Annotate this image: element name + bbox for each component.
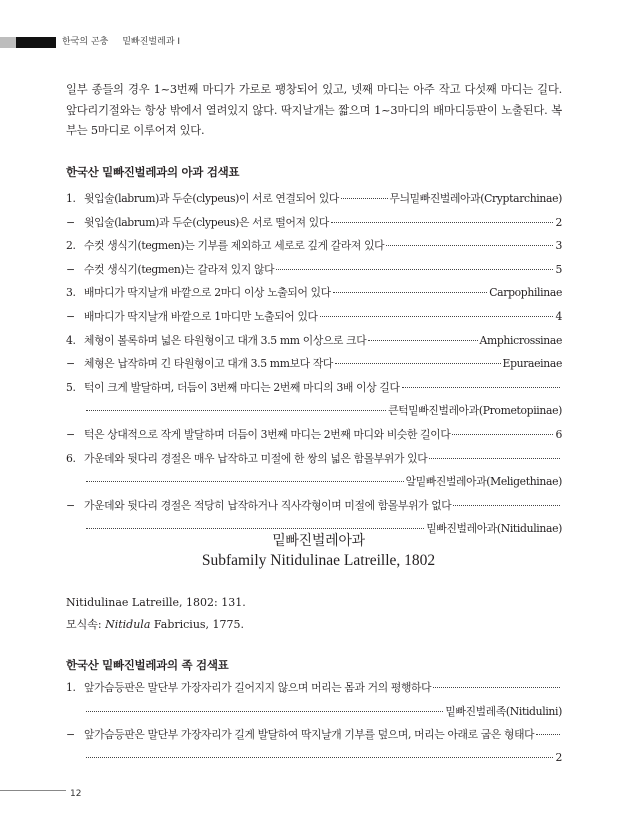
key-couplet-number: − (66, 427, 75, 441)
footer-rule (0, 790, 66, 791)
key-row (66, 309, 562, 333)
key-statement: 윗입술(labrum)과 두순(clypeus)은 서로 떨어져 있다 (84, 215, 329, 229)
key-statement: 앞가슴등판은 말단부 가장자리가 길게 발달하여 딱지날개 기부를 덮으며, 머리는 아래로 굽은 형태다 (84, 728, 535, 742)
key-statement: 가운데와 뒷다리 경절은 매우 납작하고 미절에 한 쌍의 넓은 함몰부위가 있다 (84, 451, 428, 465)
key-row (66, 427, 562, 451)
key-statement: 체형은 납작하며 긴 타원형이고 대개 3.5 mm보다 작다 (84, 357, 333, 371)
key-couplet-number: − (66, 262, 75, 276)
key-row (66, 238, 562, 262)
key-row (66, 727, 562, 751)
type-genus-author: Fabricius, 1775. (150, 618, 245, 631)
key-result: 밑빠진벌레족(Nitidulini) (445, 704, 562, 718)
key-couplet-number: 1. (66, 681, 76, 694)
key-result: 3 (555, 239, 562, 253)
key-statement: 앞가슴등판은 말단부 가장자리가 길어지지 않으며 머리는 몸과 거의 평행하다 (84, 681, 432, 694)
key-dot-leader (341, 198, 388, 199)
key-dot-leader (453, 505, 560, 506)
key-dot-leader (331, 222, 554, 223)
key-dot-leader (536, 734, 560, 735)
key-row (66, 285, 562, 309)
key-couplet-number: − (66, 498, 75, 512)
key-result: 6 (555, 427, 562, 441)
key-result: 밑빠진벌레아과(Nitidulinae) (426, 522, 562, 536)
key-dot-leader (86, 481, 404, 482)
key-result: Amphicrossinae (479, 333, 562, 347)
key-row (66, 751, 562, 775)
key-dot-leader (386, 245, 553, 246)
key-couplet-number: 6. (66, 451, 76, 465)
key-statement: 배마디가 딱지날개 바깥으로 2마디 이상 노출되어 있다 (84, 286, 331, 300)
key-dot-leader (429, 458, 560, 459)
intro-paragraph: 일부 종들의 경우 1~3번째 마디가 가로로 팽창되어 있고, 넷째 마디는 아주 작고 다섯째 마디는 길다. 앞다리기절와는 항상 밖에서 열려있지 않다. 딱지날개는 짧으며 1~3마디의 배마디등판이 노출된다. 복부는 5마디로 이루어져 있다. (66, 83, 562, 137)
key-couplet-number: − (66, 215, 75, 229)
chapter-title: 밑빠진벌레과 I (122, 37, 181, 47)
key-dot-leader (433, 687, 560, 688)
key-row (66, 380, 562, 404)
key-couplet-number: − (66, 309, 75, 323)
subfamily-key (66, 191, 562, 545)
key-result: 4 (555, 309, 562, 323)
key-statement: 윗입술(labrum)과 두순(clypeus)이 서로 연결되어 있다 (84, 192, 339, 205)
key-result: Epuraeinae (502, 357, 562, 371)
key-statement: 가운데와 뒷다리 경절은 적당히 납작하거나 직사각형이며 미절에 함몰부위가 없다 (84, 498, 452, 512)
page-number: 12 (70, 789, 82, 799)
key-row (66, 474, 562, 498)
key-statement: 체형이 볼록하며 넓은 타원형이고 대개 3.5 mm 이상으로 크다 (84, 333, 367, 347)
key-row (66, 704, 562, 728)
key-result: 2 (555, 215, 562, 229)
key-couplet-number: 1. (66, 192, 76, 205)
tribe-key-heading: 한국산 밑빠진벌레과의 족 검색표 (66, 658, 229, 672)
key-row (66, 680, 562, 704)
key-row (66, 403, 562, 427)
section-title-korean: 밑빠진벌레아과 (272, 533, 365, 549)
section-title-english: Subfamily Nitidulinae Latreille, 1802 (201, 552, 436, 569)
header-black-bar (16, 37, 56, 48)
key-dot-leader (368, 340, 477, 341)
key-dot-leader (86, 410, 386, 411)
subfamily-key-heading: 한국산 밑빠진벌레과의 아과 검색표 (66, 165, 240, 179)
key-dot-leader (86, 757, 553, 758)
tribe-key (66, 680, 562, 774)
key-statement: 턱은 상대적으로 작게 발달하며 더듬이 3번째 마디는 2번째 마디와 비슷한 길이다 (84, 427, 451, 441)
key-couplet-number: − (66, 357, 75, 371)
key-result: 큰턱밑빠진벌레아과(Prometopiinae) (388, 404, 562, 418)
key-row (66, 333, 562, 357)
key-dot-leader (276, 269, 553, 270)
key-dot-leader (333, 292, 488, 293)
key-dot-leader (402, 387, 560, 388)
type-genus-name: Nitidula (105, 618, 151, 631)
key-dot-leader (86, 711, 443, 712)
key-dot-leader (335, 363, 501, 364)
key-row (66, 451, 562, 475)
book-title: 한국의 곤충 (62, 37, 109, 47)
key-statement: 수컷 생식기(tegmen)는 기부를 제외하고 세로로 깊게 갈라져 있다 (84, 239, 385, 253)
key-statement: 배마디가 딱지날개 바깥으로 1마디만 노출되어 있다 (84, 309, 318, 323)
key-row (66, 262, 562, 286)
running-header (62, 36, 180, 49)
key-result: 무늬밑빠진벌레아과(Cryptarchinae) (389, 192, 562, 205)
key-row (66, 191, 562, 215)
key-result: Carpophilinae (489, 286, 562, 300)
key-statement: 턱이 크게 발달하며, 더듬이 3번째 마디는 2번째 마디의 3배 이상 길다 (84, 380, 400, 394)
key-couplet-number: 5. (66, 380, 76, 394)
key-couplet-number: 3. (66, 286, 76, 300)
key-couplet-number: 4. (66, 333, 76, 347)
key-row (66, 215, 562, 239)
nomenclature-reference: Nitidulinae Latreille, 1802: 131. (66, 596, 246, 609)
key-statement: 수컷 생식기(tegmen)는 갈라져 있지 않다 (84, 262, 275, 276)
header-gray-bar (0, 37, 16, 48)
key-result: 알밑빠진벌레아과(Meligethinae) (405, 475, 562, 489)
type-genus-line (66, 616, 244, 632)
key-dot-leader (452, 434, 553, 435)
key-row (66, 498, 562, 522)
key-couplet-number: 2. (66, 239, 76, 253)
key-couplet-number: − (66, 728, 75, 742)
key-result: 2 (555, 750, 562, 764)
type-genus-label: 모식속: (66, 618, 106, 631)
key-row (66, 356, 562, 380)
key-result: 5 (555, 262, 562, 276)
key-dot-leader (320, 316, 554, 317)
